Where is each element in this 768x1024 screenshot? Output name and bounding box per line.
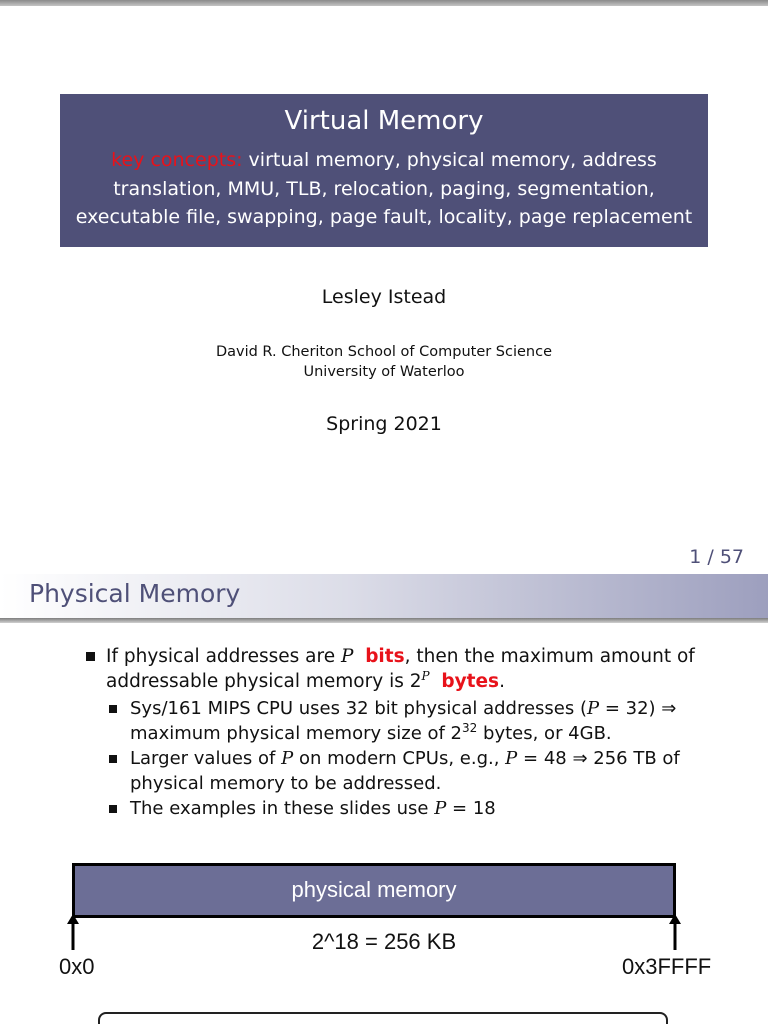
text: , then the maximum amount of addressable physical memory is 2 xyxy=(106,646,695,692)
text: If physical addresses are xyxy=(106,646,341,667)
frame-title-bar xyxy=(0,574,768,618)
text: . xyxy=(499,671,505,692)
text: on modern CPUs, e.g., xyxy=(293,748,506,769)
author: Lesley Istead xyxy=(321,286,447,308)
page-number: 1 / 57 xyxy=(689,546,744,568)
text: bytes, or 4GB. xyxy=(477,723,612,744)
math-p: P xyxy=(281,748,294,769)
math-p: P xyxy=(586,698,600,719)
frame-title: Physical Memory xyxy=(29,579,241,608)
next-content-box xyxy=(98,1012,668,1024)
low-address-arrow-head xyxy=(67,914,79,924)
slide-title: Virtual Memory xyxy=(284,106,484,136)
bullet-list xyxy=(84,644,724,821)
text: Sys/161 MIPS CPU uses 32 bit physical addresses ( xyxy=(130,698,587,719)
institution-line-2: University of Waterloo xyxy=(303,364,465,380)
physical-memory-bar xyxy=(72,863,676,918)
bytes-highlight: bytes xyxy=(441,671,500,692)
text: Larger values of xyxy=(130,748,282,769)
math-p: P xyxy=(434,798,447,819)
sub-bullet-list xyxy=(106,696,724,821)
key-concepts xyxy=(60,146,708,232)
physical-memory-label: physical memory xyxy=(291,877,457,902)
math-p: P xyxy=(505,748,518,769)
sub-bullet-sys161 xyxy=(106,696,724,746)
low-address-label: 0x0 xyxy=(59,954,95,979)
physical-memory-slide xyxy=(0,574,768,1024)
memory-size-label: 2^18 = 256 KB xyxy=(311,929,457,954)
institution xyxy=(0,342,768,382)
exponent-32: 32 xyxy=(462,721,478,735)
text: = 18 xyxy=(446,798,496,819)
high-address-label: 0x3FFFF xyxy=(622,954,712,979)
title-block xyxy=(60,94,708,247)
sub-bullet-examples xyxy=(106,796,724,821)
math-p-exponent: P xyxy=(421,668,430,683)
institution-line-1: David R. Cheriton School of Computer Science xyxy=(215,344,553,360)
bits-highlight: bits xyxy=(365,646,405,667)
bullet-physical-addresses xyxy=(84,644,724,694)
math-p: P xyxy=(340,646,354,667)
top-rule xyxy=(0,0,768,6)
key-concepts-text: virtual memory, physical memory, address translation, MMU, TLB, relocation, paging, segmentation, executable file, swapping, page fault, locality, page replacement xyxy=(75,149,693,228)
key-concepts-label: key concepts: xyxy=(111,149,243,171)
sub-bullet-modern-cpus xyxy=(106,746,724,796)
text: = 48 ⇒ 256 TB of physical memory to be addressed. xyxy=(130,748,680,794)
frame-rule xyxy=(0,618,768,623)
text: = 32) ⇒ maximum physical memory size of 2 xyxy=(130,698,677,744)
high-address-arrow-head xyxy=(669,914,681,924)
text: The examples in these slides use xyxy=(130,798,435,819)
date: Spring 2021 xyxy=(326,413,442,435)
